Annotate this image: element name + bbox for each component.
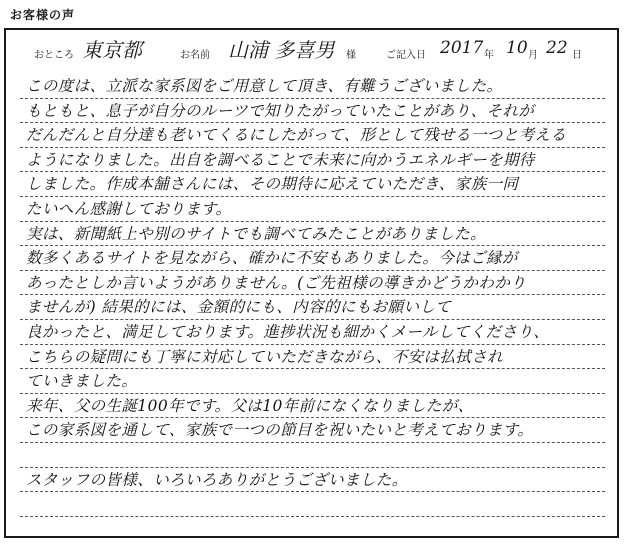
comment-line: ていきました。 [26,372,138,391]
comment-line: もともと、息子が自分のルーツで知りたがっていたことがあり、それが [26,101,535,120]
comment-line [26,443,606,467]
comment-line: あったとしか言いようがありません。(ご先祖様の導きかどうかわかり [26,273,527,292]
year-unit: 年 [484,50,494,61]
comment-line: この家系図を通して、家族で一つの節目を祝いたいと考えております。 [26,421,534,440]
comment-line: だんだんと自分達も老いてくるにしたがって、形として残せる一つと考える [26,126,567,145]
day-unit: 日 [572,50,582,61]
comment-line: 数多くあるサイトを見ながら、確かに不安もありました。今はご縁が [26,249,518,268]
comment-line: 来年、父の生誕100年です。父は10年前になくなりましたが、 [26,396,474,415]
honorific: 様 [346,50,356,61]
comment-line: スタッフの皆様、いろいろありがとうございました。 [26,470,408,489]
date-label: ご記入日 [386,50,426,61]
header-row [6,30,617,74]
date-year: 2017 [440,38,484,58]
comment-body [20,74,605,530]
name-label: お名前 [180,50,210,61]
ruled-line [20,516,605,517]
comment-line: ようになりました。出自を調べることで未来に向かうエネルギーを期待 [26,150,535,169]
form-title: お客様の声 [10,8,76,22]
comment-line: たいへん感謝しております。 [26,200,232,218]
comment-line: しました。作成本舗さんには、その期待に応えていただき、家族一同 [26,175,519,194]
month-unit: 月 [528,50,538,61]
comment-line: 実は、新聞紙上や別のサイトでも調べてみたことがありました。 [26,224,487,243]
comment-line: ませんが) 結果的には、金額的にも、内容的にもお願いして [26,298,452,317]
comment-line: こちらの疑問にも丁寧に対応していただきながら、不安は払拭され [26,347,504,366]
date-day: 22 [546,38,568,58]
address-label: おところ [34,50,74,61]
date-month: 10 [506,38,528,58]
comment-line [26,492,606,516]
comment-line: この度は、立派な家系図をご用意して頂き、有難うございました。 [26,77,503,95]
address-value: 東京都 [82,38,142,62]
name-value: 山浦 多喜男 [228,38,335,62]
comment-line: 良かったと、満足しております。進捗状況も細かくメールしてくださり、 [26,323,550,341]
